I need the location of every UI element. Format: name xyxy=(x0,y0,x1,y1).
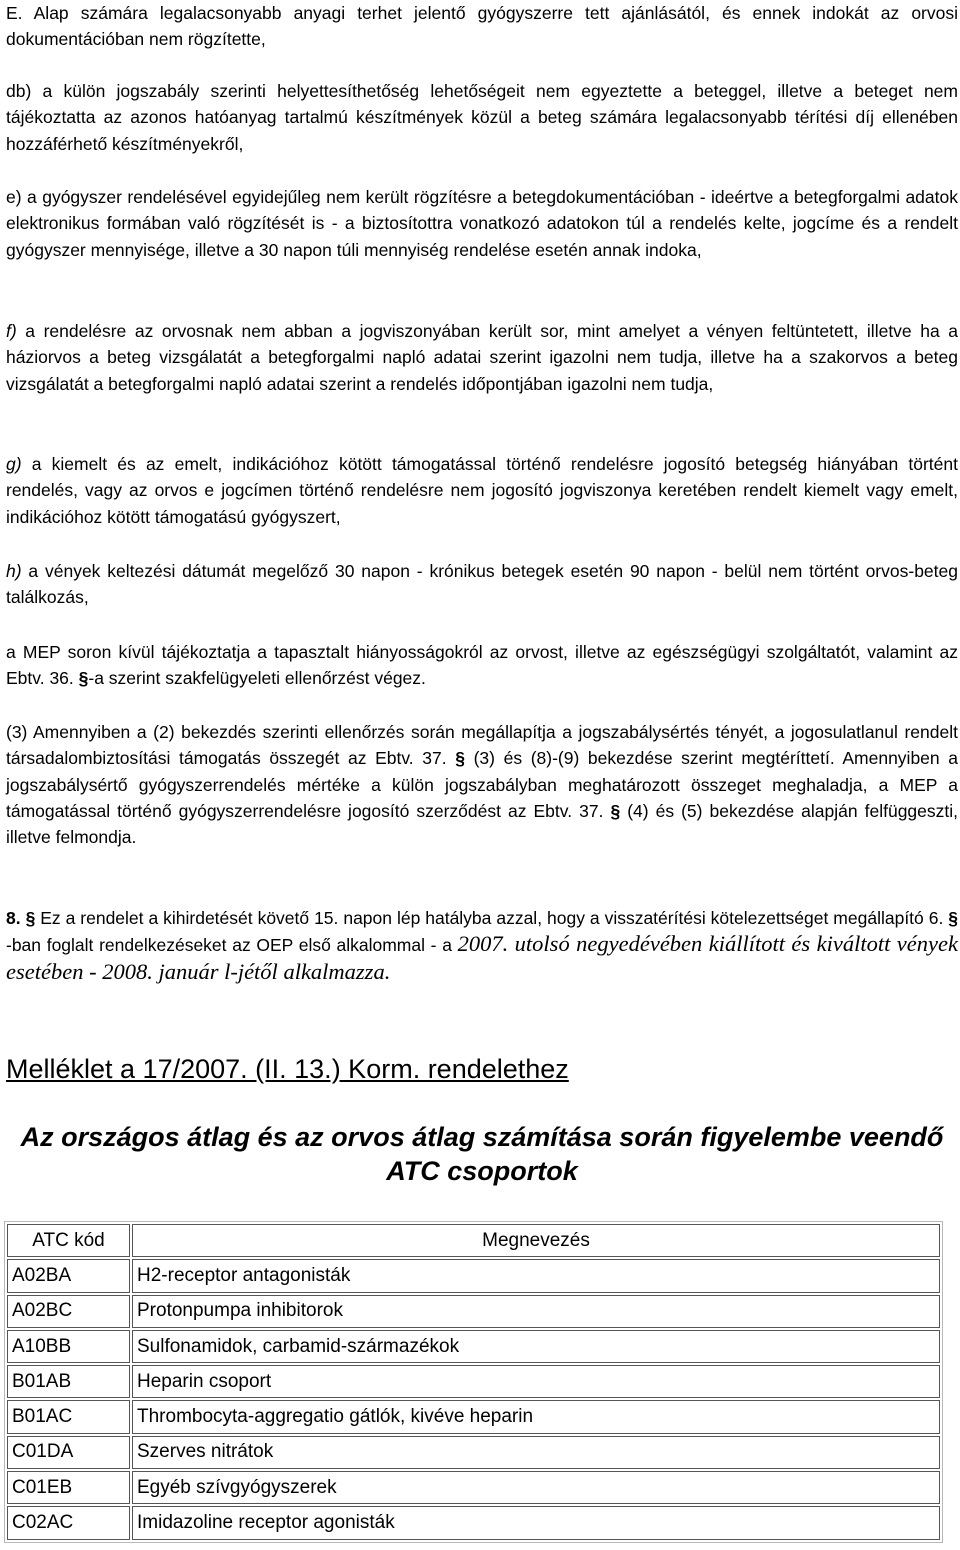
paragraph-3-text-c: (4) és (5) bekezdése alapján felfüggeszti, illetve felmondja. xyxy=(6,800,959,848)
table-row xyxy=(7,1400,940,1433)
atc-name-cell: Szerves nitrátok xyxy=(132,1436,940,1469)
atc-name-cell: H2-receptor antagonisták xyxy=(132,1259,940,1292)
paragraph-mep-text-a: a MEP soron kívül tájékoztatja a tapasztalt hiányosságokról az orvost, illetve az egészségügyi szolgáltatót, valamint az Ebtv. 36. xyxy=(6,642,958,689)
paragraph-3-text-b: (3) és (8)-(9) bekezdése szerint megtéríttetí. Amennyiben a jogszabálysértő gyógyszerrendelés mértéke a külön jogszabályban meghatározott összeget meghaladja, a MEP a támogatással történő gyógyszerrendelésre jogosító szerződést az Ebtv. 37. xyxy=(6,748,958,821)
paragraph-g xyxy=(6,451,958,530)
atc-name-cell: Imidazoline receptor agonisták xyxy=(132,1506,940,1539)
section-sign: § xyxy=(78,668,89,689)
paragraph-db xyxy=(6,78,958,157)
section-sign: § xyxy=(25,908,36,928)
atc-code-cell: A02BC xyxy=(7,1295,130,1328)
paragraph-g-label: g) xyxy=(6,454,22,474)
annex-title: Melléklet a 17/2007. (II. 13.) Korm. rendelethez xyxy=(6,1054,569,1084)
paragraph-e-text: e) a gyógyszer rendelésével egyidejűleg nem került rögzítésre a betegdokumentációban - ideértve a betegforgalmi adatok elektronikus formában való rögzítését is - a biztosítottra vonatkozó adatokon túl a rendelés kelte, jogcíme és a rendelt gyógyszer mennyisége, illetve a 30 napon túli mennyiség rendelése esetén annak indoka, xyxy=(6,187,958,260)
table-row xyxy=(7,1471,940,1504)
paragraph-f xyxy=(6,318,958,397)
atc-code-cell: B01AC xyxy=(7,1400,130,1433)
paragraph-8-text-b: -ban foglalt rendelkezéseket az OEP első alkalommal - a xyxy=(6,935,458,956)
paragraph-f-text: a rendelésre az orvosnak nem abban a jogviszonyában került sor, mint amelyet a vényen feltüntetett, illetve ha a háziorvos a beteg vizsgálatát a betegforgalmi napló adatai szerint igazolni nem tudja, illetve ha a szakorvos a beteg vizsgálatát a betegforgalmi napló adatai szerint a rendelés időpontjában igazolni nem tudja, xyxy=(6,321,958,394)
table-row xyxy=(7,1295,940,1328)
column-header-atc-code: ATC kód xyxy=(7,1224,130,1257)
paragraph-8-text-c: 2007. utolsó negyedévében kiállított és kiváltott vények esetében - 2008. január l-jétől alkalmazza. xyxy=(6,931,958,984)
table-row xyxy=(7,1436,940,1469)
section-sign: § xyxy=(948,908,958,928)
atc-name-cell: Egyéb szívgyógyszerek xyxy=(132,1471,940,1504)
table-header-row xyxy=(7,1224,940,1257)
paragraph-e-continuation xyxy=(6,0,958,53)
paragraph-8-number: 8. xyxy=(6,908,21,928)
atc-name-cell: Heparin csoport xyxy=(132,1365,940,1398)
paragraph-h-label: h) xyxy=(6,561,22,581)
atc-name-cell: Sulfonamidok, carbamid-származékok xyxy=(132,1330,940,1363)
atc-code-cell: B01AB xyxy=(7,1365,130,1398)
paragraph-mep xyxy=(6,639,958,692)
paragraph-8-text-a: Ez a rendelet a kihirdetését követő 15. napon lép hatályba azzal, hogy a visszatérítési kötelezettséget megállapító 6. xyxy=(35,908,949,928)
paragraph-3 xyxy=(6,719,958,850)
paragraph-e-continuation-text: E. Alap számára legalacsonyabb anyagi terhet jelentő gyógyszerre tett ajánlásától, és ennek indokát az orvosi dokumentációban nem rögzítette, xyxy=(6,3,958,50)
atc-heading: Az országos átlag és az orvos átlag számítása során figyelembe veendő ATC csoportok xyxy=(20,1122,944,1186)
paragraph-8 xyxy=(6,905,958,986)
paragraph-h-text: a vények keltezési dátumát megelőző 30 napon - krónikus betegek esetén 90 napon - belül nem történt orvos-beteg találkozás, xyxy=(6,561,958,608)
table-row xyxy=(7,1330,940,1363)
paragraph-f-label: f) xyxy=(6,321,17,341)
atc-name-cell: Thrombocyta-aggregatio gátlók, kivéve heparin xyxy=(132,1400,940,1433)
table-row xyxy=(7,1365,940,1398)
atc-table-body xyxy=(7,1259,940,1539)
column-header-name: Megnevezés xyxy=(132,1224,940,1257)
atc-code-cell: A02BA xyxy=(7,1259,130,1292)
section-sign: § xyxy=(455,748,465,769)
atc-table xyxy=(4,1221,943,1543)
atc-code-cell: C02AC xyxy=(7,1506,130,1539)
paragraph-3-text-a: (3) Amennyiben a (2) bekezdés szerinti ellenőrzés során megállapítja a jogszabálysértés tényét, a jogosulatlanul rendelt társadalombiztosítási támogatás összegét az Ebtv. 37. xyxy=(6,722,958,769)
section-sign: § xyxy=(610,800,621,821)
atc-name-cell: Protonpumpa inhibitorok xyxy=(132,1295,940,1328)
paragraph-e xyxy=(6,184,958,263)
atc-code-cell: C01DA xyxy=(7,1436,130,1469)
paragraph-db-text: db) a külön jogszabály szerinti helyettesíthetőség lehetőségeit nem egyeztette a beteggel, illetve a beteget nem tájékoztatta az azonos hatóanyag tartalmú készítmények közül a beteg számára legalacsonyabb térítési díj ellenében hozzáférhető készítményekről, xyxy=(6,81,958,154)
paragraph-g-text: a kiemelt és az emelt, indikációhoz kötött támogatással történő rendelésre jogosító betegség hiányában történt rendelés, vagy az orvos e jogcímen történő rendelésre nem jogosító jogviszonya keretében rendelt kiemelt vagy emelt, indikációhoz kötött támogatású gyógyszert, xyxy=(6,454,958,527)
atc-code-cell: A10BB xyxy=(7,1330,130,1363)
table-row xyxy=(7,1506,940,1539)
paragraph-mep-text-b: -a szerint szakfelügyeleti ellenőrzést végez. xyxy=(88,668,426,689)
paragraph-h xyxy=(6,558,958,611)
atc-table-head xyxy=(7,1224,940,1257)
atc-code-cell: C01EB xyxy=(7,1471,130,1504)
table-row xyxy=(7,1259,940,1292)
